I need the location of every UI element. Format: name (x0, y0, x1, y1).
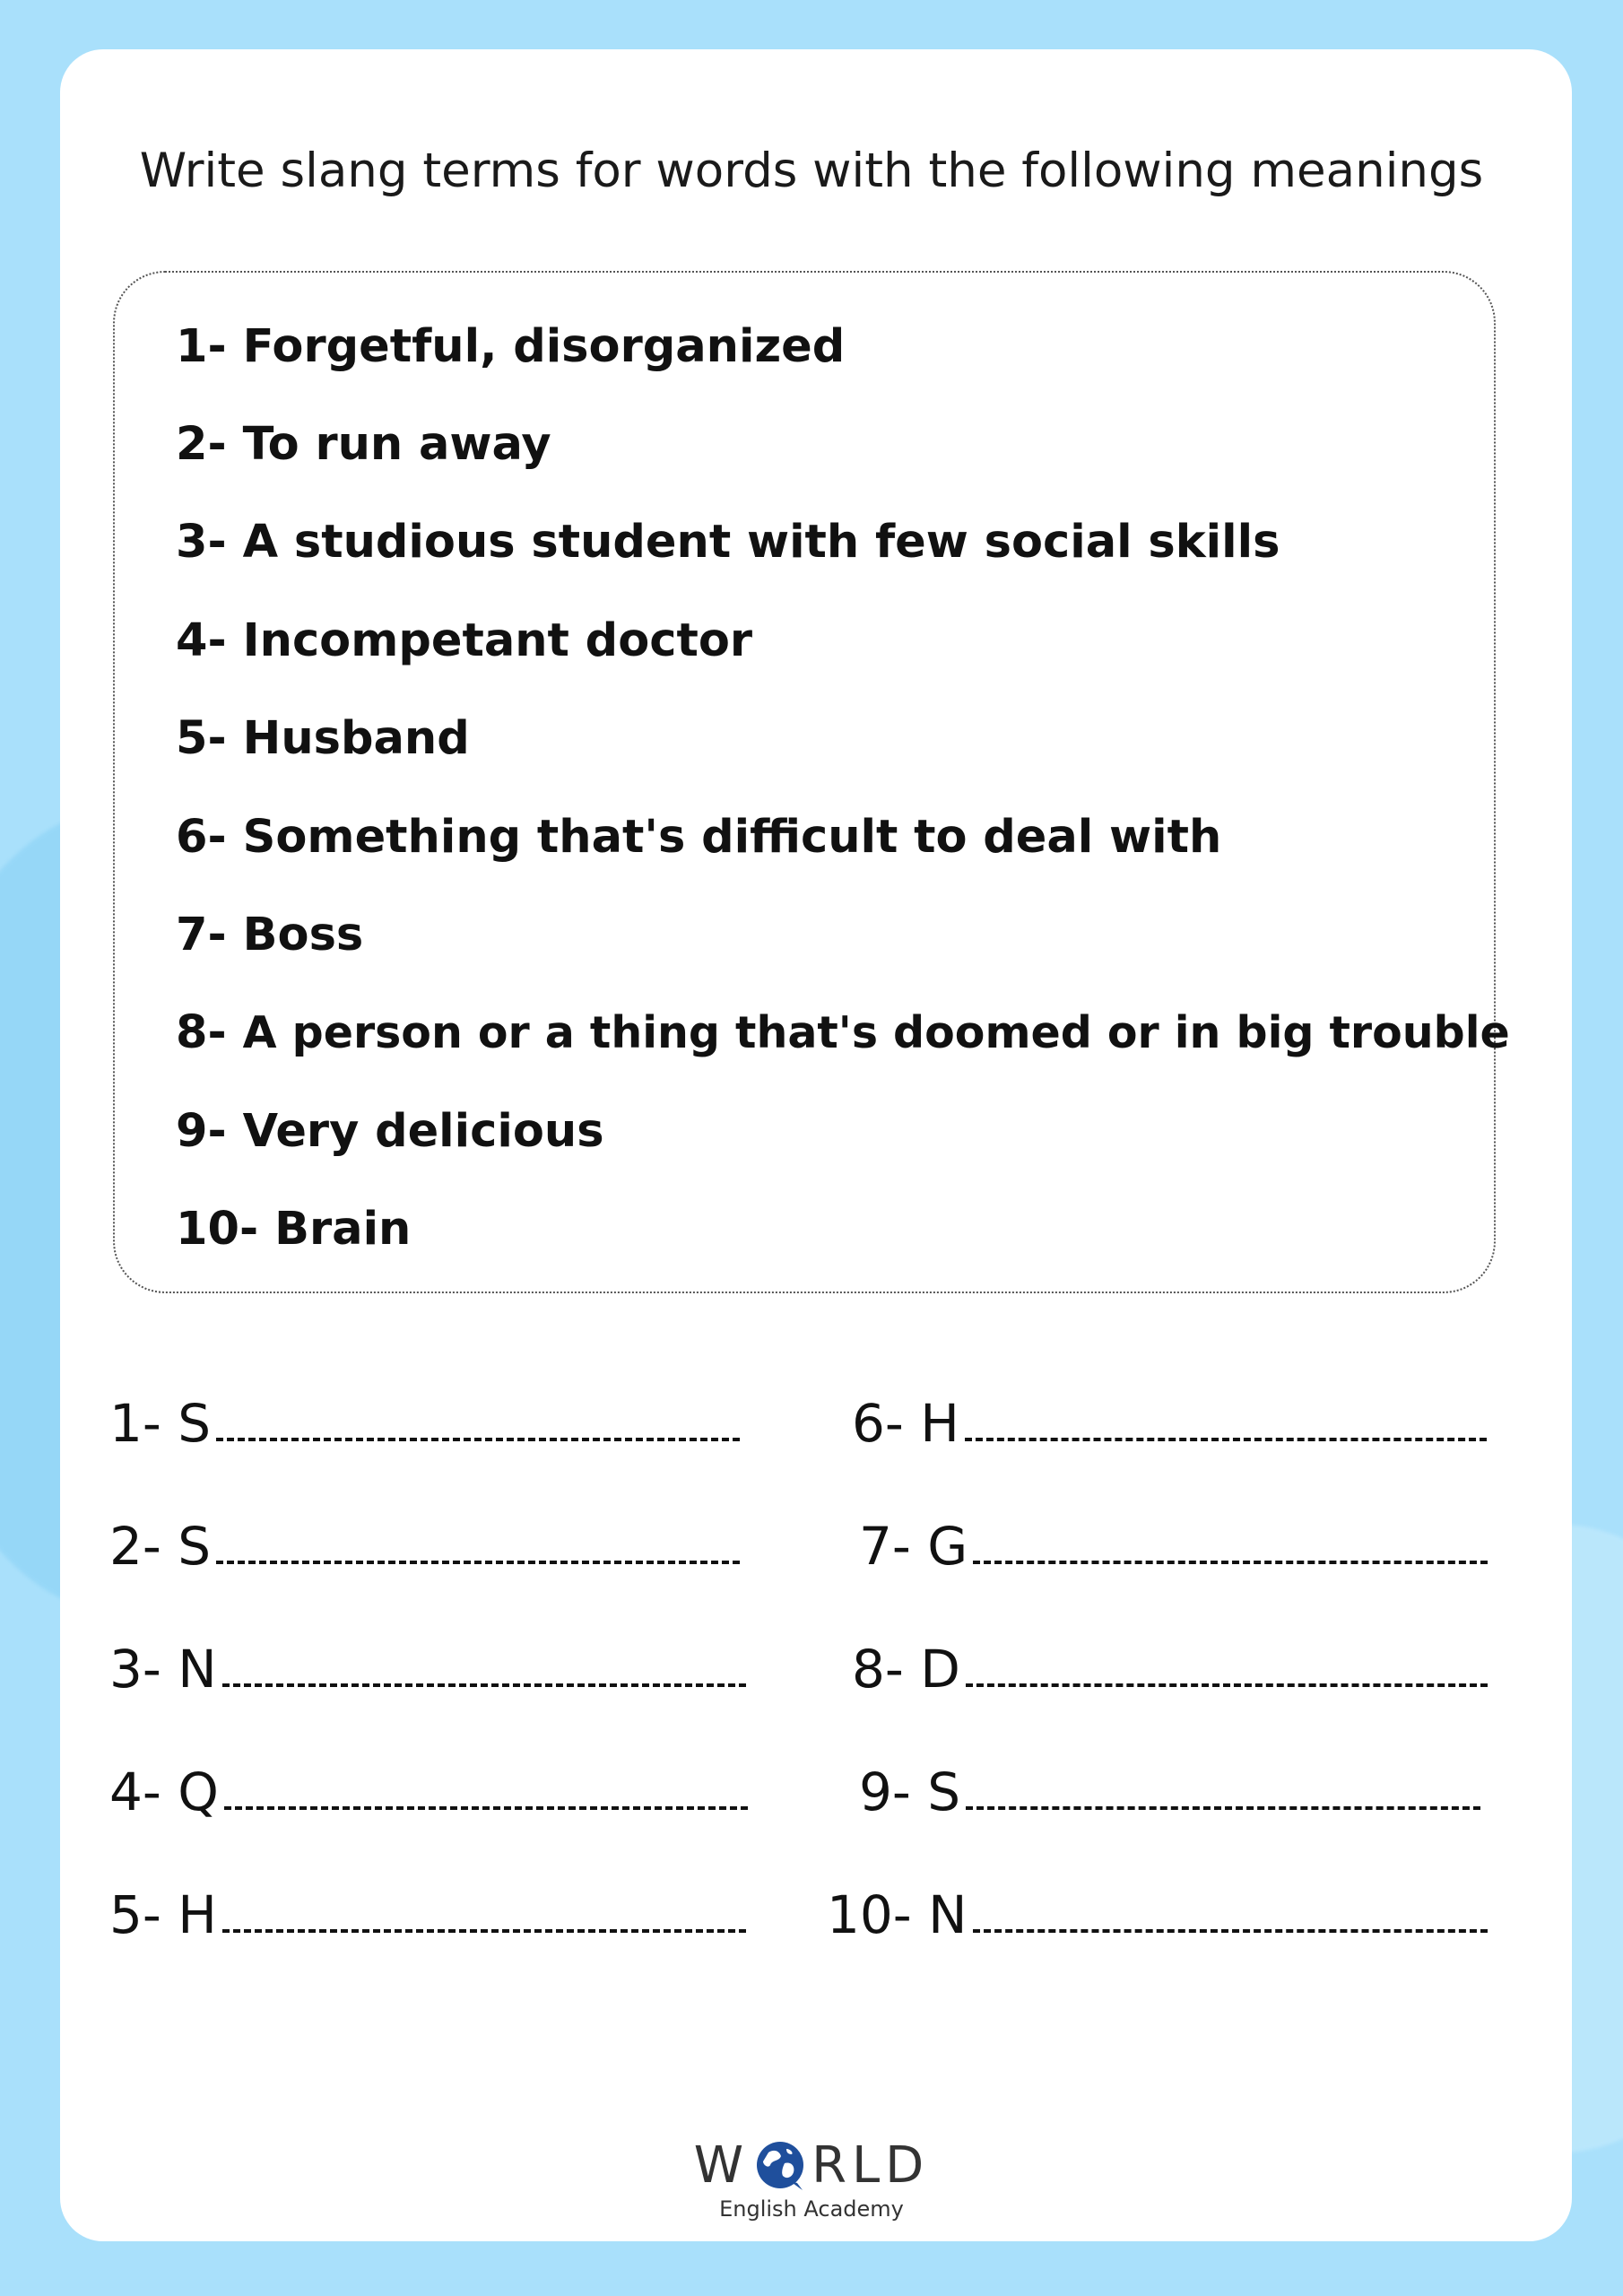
answer-blank[interactable] (965, 1431, 1487, 1441)
answer-blank[interactable] (224, 1799, 748, 1810)
answer-blank[interactable] (973, 1553, 1488, 1564)
answer-row-2[interactable] (109, 1516, 740, 1577)
answer-blank[interactable] (966, 1799, 1480, 1810)
meaning-number: 6- (176, 811, 227, 864)
answer-row-5[interactable] (109, 1884, 746, 1945)
meaning-text: Husband (242, 712, 470, 765)
answer-label: 4- Q (109, 1761, 219, 1822)
meaning-text: Brain (274, 1203, 412, 1256)
answer-label: 2- S (109, 1516, 212, 1577)
answer-blank[interactable] (216, 1553, 740, 1564)
meaning-number: 1- (176, 320, 227, 373)
logo-word-start: W (693, 2136, 750, 2195)
answer-label: 9- S (859, 1761, 961, 1822)
meaning-item-6 (176, 811, 1221, 864)
answer-row-7[interactable] (859, 1516, 1488, 1577)
meaning-number: 3- (176, 516, 227, 569)
meaning-item-4 (176, 614, 752, 667)
answer-blank[interactable] (222, 1676, 746, 1687)
answer-label: 5- H (109, 1884, 217, 1945)
meaning-item-10 (176, 1203, 411, 1256)
answer-blank[interactable] (966, 1676, 1488, 1687)
meaning-text: Boss (242, 909, 364, 961)
answer-label: 3- N (109, 1639, 217, 1700)
meaning-text: To run away (242, 418, 551, 471)
answer-row-8[interactable] (852, 1639, 1488, 1700)
meaning-item-9 (176, 1105, 604, 1158)
answer-blank[interactable] (973, 1922, 1488, 1933)
meaning-item-1 (176, 320, 845, 373)
answer-label: 6- H (852, 1393, 959, 1454)
answer-row-9[interactable] (859, 1761, 1480, 1822)
meaning-item-7 (176, 909, 363, 961)
meaning-number: 10- (176, 1203, 259, 1256)
meaning-item-5 (176, 712, 470, 765)
meaning-number: 7- (176, 909, 227, 961)
meaning-number: 2- (176, 418, 227, 471)
answer-row-6[interactable] (852, 1393, 1487, 1454)
meaning-text: Forgetful, disorganized (242, 320, 846, 373)
globe-icon (752, 2138, 808, 2194)
meaning-item-3 (176, 516, 1280, 569)
meaning-text: Something that's difficult to deal with (242, 811, 1222, 864)
meaning-number: 8- (176, 1006, 227, 1059)
academy-logo (0, 2136, 1623, 2222)
answer-row-4[interactable] (109, 1761, 748, 1822)
answer-row-10[interactable] (827, 1884, 1488, 1945)
answer-label: 1- S (109, 1393, 212, 1454)
answer-row-1[interactable] (109, 1393, 740, 1454)
meaning-text: Incompetant doctor (242, 614, 753, 667)
answer-blank[interactable] (216, 1431, 740, 1441)
meaning-number: 9- (176, 1105, 227, 1158)
logo-word-end: RLD (812, 2136, 930, 2195)
logo-wordmark (694, 2136, 930, 2195)
worksheet-title: Write slang terms for words with the following meanings (139, 144, 1484, 198)
meaning-number: 4- (176, 614, 227, 667)
meaning-text: A person or a thing that's doomed or in big trouble (242, 1007, 1510, 1058)
meaning-number: 5- (176, 712, 227, 765)
answer-blank[interactable] (222, 1922, 746, 1933)
answer-label: 8- D (852, 1639, 960, 1700)
answer-label: 7- G (859, 1516, 968, 1577)
logo-subtitle: English Academy (719, 2196, 904, 2222)
meaning-text: Very delicious (242, 1105, 604, 1158)
meaning-item-8 (176, 1006, 1510, 1059)
answer-row-3[interactable] (109, 1639, 746, 1700)
meaning-text: A studious student with few social skills (242, 516, 1280, 569)
meaning-item-2 (176, 418, 551, 471)
answer-label: 10- N (827, 1884, 968, 1945)
